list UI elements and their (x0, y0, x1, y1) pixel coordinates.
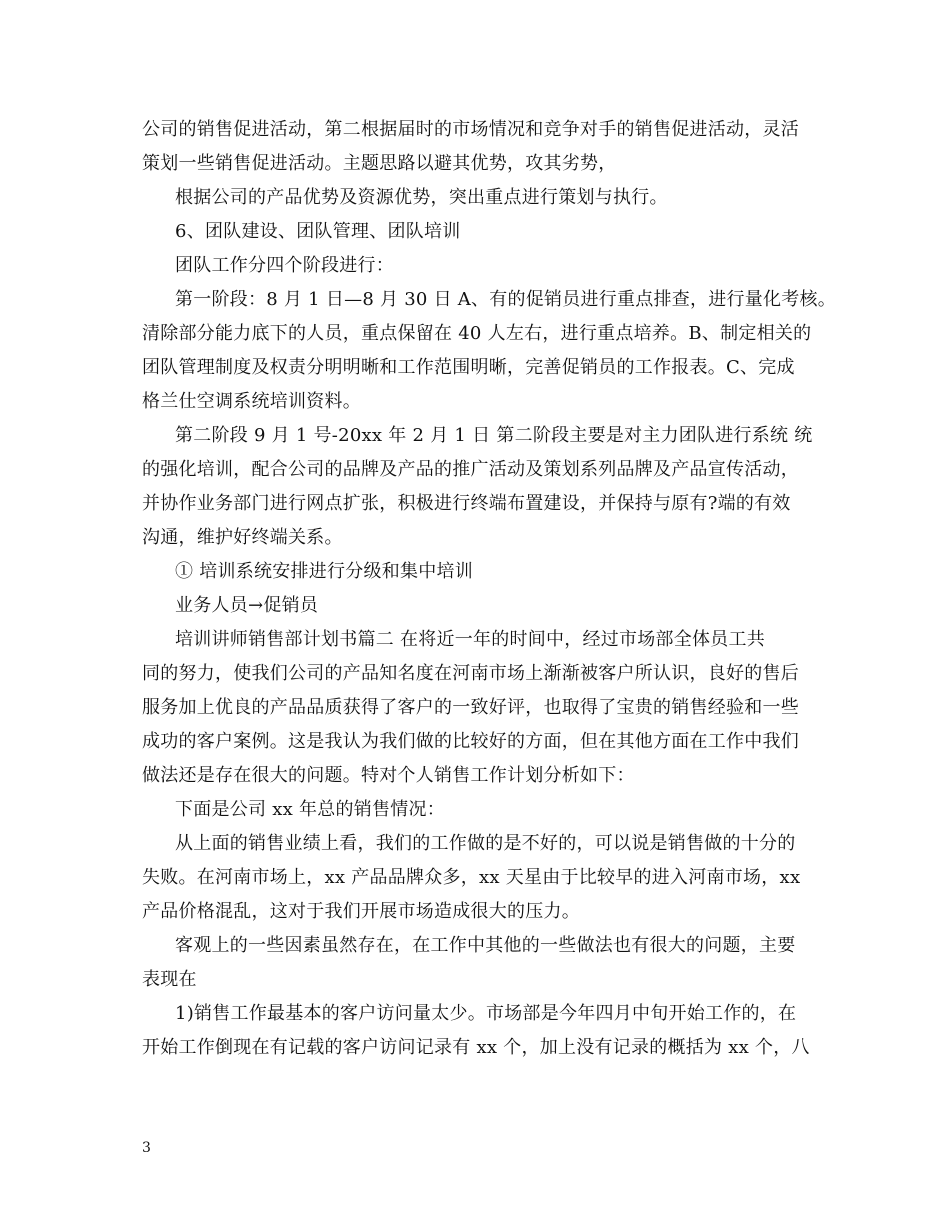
text-line: 成功的客户案例。这是我认为我们做的比较好的方面，但在其他方面在工作中我们 (142, 731, 799, 752)
text-line: 的强化培训，配合公司的品牌及产品的推广活动及策划系列品牌及产品宣传活动， (142, 459, 799, 480)
text-line: 清除部分能力底下的人员，重点保留在 40 人左右，进行重点培养。B、制定相关的 (142, 323, 812, 344)
text-line: 产品价格混乱，这对于我们开展市场造成很大的压力。 (142, 901, 580, 922)
section-heading: 6、团队建设、团队管理、团队培训 (175, 221, 461, 242)
text-line: 开始工作倒现在有记载的客户访问记录有 xx 个，加上没有记录的概括为 xx 个，八 (142, 1037, 810, 1058)
document-body (142, 113, 837, 1065)
text-line: 沟通，维护好终端关系。 (142, 527, 343, 548)
list-item: ① 培训系统安排进行分级和集中培训 (175, 561, 473, 582)
page-number: 3 (142, 1140, 151, 1156)
text-line: 从上面的销售业绩上看，我们的工作做的是不好的，可以说是销售做的十分的 (175, 833, 796, 854)
text-line: 策划一些销售促进活动。主题思路以避其优势，攻其劣势， (142, 153, 617, 174)
text-line: 第二阶段 9 月 1 号-20xx 年 2 月 1 日 第二阶段主要是对主力团队进行系统 统 (175, 425, 813, 446)
text-line: 并协作业务部门进行网点扩张，积极进行终端布置建设，并保持与原有?端的有效 (142, 493, 791, 514)
text-line: 根据公司的产品优势及资源优势，突出重点进行策划与执行。 (175, 187, 668, 208)
text-line: 业务人员→促销员 (175, 595, 319, 616)
text-line: 做法还是存在很大的问题。特对个人销售工作计划分析如下： (142, 765, 635, 786)
text-line: 团队工作分四个阶段进行： (175, 255, 394, 276)
text-line: 1)销售工作最基本的客户访问量太少。市场部是今年四月中旬开始工作的，在 (175, 1003, 797, 1024)
text-line: 服务加上优良的产品品质获得了客户的一致好评，也取得了宝贵的销售经验和一些 (142, 697, 799, 718)
text-line: 同的努力，使我们公司的产品知名度在河南市场上渐渐被客户所认识，良好的售后 (142, 663, 799, 684)
text-line: 第一阶段：8 月 1 日—8 月 30 日 A、有的促销员进行重点排查，进行量化考核。 (175, 289, 837, 310)
text-line: 培训讲师销售部计划书篇二 在将近一年的时间中，经过市场部全体员工共 (175, 629, 765, 650)
text-line: 客观上的一些因素虽然存在，在工作中其他的一些做法也有很大的问题，主要 (175, 935, 796, 956)
text-line: 团队管理制度及权责分明明晰和工作范围明晰，完善促销员的工作报表。C、完成 (142, 357, 795, 378)
text-line: 下面是公司 xx 年总的销售情况： (175, 799, 445, 820)
text-line: 表现在 (142, 969, 197, 990)
text-line: 失败。在河南市场上，xx 产品品牌众多，xx 天星由于比较早的进入河南市场，xx (142, 867, 801, 888)
text-line: 公司的销售促进活动，第二根据届时的市场情况和竞争对手的销售促进活动，灵活 (142, 119, 799, 140)
text-line: 格兰仕空调系统培训资料。 (142, 391, 361, 412)
